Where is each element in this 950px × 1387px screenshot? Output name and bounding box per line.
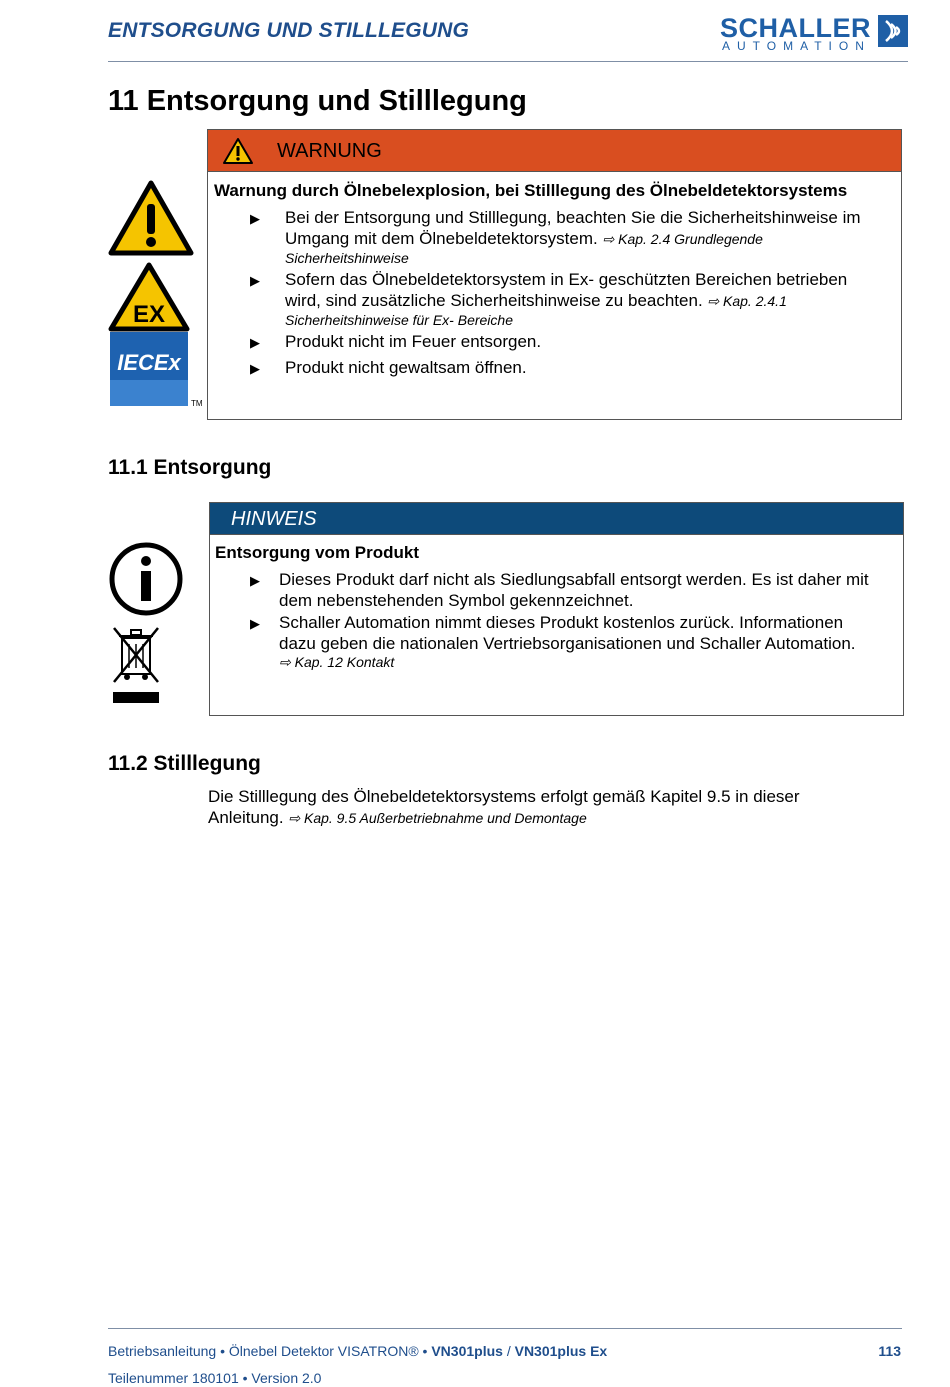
list-item <box>279 569 899 611</box>
header-title: ENTSORGUNG UND STILLLEGUNG <box>108 19 470 42</box>
bullet-icon: ▶ <box>250 273 260 288</box>
list-item-line: dem nebenstehenden Symbol gekennzeichnet. <box>279 591 634 610</box>
list-item-line: Schaller Automation nimmt dieses Produkt kostenlos zurück. Informationen <box>279 613 844 632</box>
schaller-logo <box>720 13 910 53</box>
paragraph <box>208 786 868 829</box>
list-item: Produkt nicht im Feuer entsorgen. <box>285 332 542 351</box>
warning-triangle-icon <box>222 137 254 165</box>
list-item-line: Bei der Entsorgung und Stilllegung, beachten Sie die Sicherheitshinweise im <box>285 208 861 227</box>
section-title-entsorgung: 11.1 Entsorgung <box>108 456 272 479</box>
bullet-icon: ▶ <box>250 573 260 588</box>
list-item-text: wird, sind zusätzliche Sicherheitshinweise zu beachten. <box>285 291 703 310</box>
cross-reference-link[interactable]: ⇨ Kap. 2.4 Grundlegende <box>602 231 763 247</box>
logo-mark-icon <box>878 15 908 47</box>
general-warning-sign-icon <box>108 180 194 256</box>
list-item-text: Umgang mit dem Ölnebeldetektorsystem. <box>285 229 598 248</box>
warning-heading: Warnung durch Ölnebelexplosion, bei Stilllegung des Ölnebeldetektorsystems <box>214 181 848 200</box>
notice-label: HINWEIS <box>231 508 317 530</box>
chapter-title: 11 Entsorgung und Stilllegung <box>108 85 527 117</box>
list-item-line <box>285 228 895 250</box>
cross-reference-link[interactable]: ⇨ Kap. 9.5 Außerbetriebnahme und Demontage <box>288 810 587 826</box>
bullet-icon: ▶ <box>250 361 260 376</box>
warning-header-bar <box>208 130 901 172</box>
trademark-mark: TM <box>191 399 203 408</box>
iecex-sign-text: IECEx <box>117 350 181 375</box>
list-item-line <box>285 290 895 312</box>
list-item: Produkt nicht gewaltsam öffnen. <box>285 358 527 377</box>
warning-label: WARNUNG <box>277 140 382 162</box>
info-icon <box>108 541 184 617</box>
footer-model-ex: VN301plus Ex <box>514 1343 608 1359</box>
iecex-logo-icon <box>110 332 188 406</box>
bullet-icon: ▶ <box>250 335 260 350</box>
warning-box <box>207 129 902 420</box>
logo-sub-text: AUTOMATION <box>722 39 871 53</box>
logo-main-text: SCHALLER <box>720 13 871 43</box>
footer-divider <box>108 1328 902 1329</box>
footer-model: VN301plus <box>431 1343 503 1359</box>
footer-document-info <box>108 1343 607 1359</box>
bullet-icon: ▶ <box>250 616 260 631</box>
cross-reference-link[interactable]: Sicherheitshinweise für Ex- Bereiche <box>285 312 513 328</box>
list-item-line: Dieses Produkt darf nicht als Siedlungsabfall entsorgt werden. Es ist daher mit <box>279 570 869 589</box>
cross-reference-link[interactable]: ⇨ Kap. 12 Kontakt <box>279 654 395 670</box>
notice-box <box>209 502 904 716</box>
footer-part-number: Teilenummer 180101 • Version 2.0 <box>108 1370 322 1386</box>
notice-header-bar <box>210 503 903 535</box>
list-item-line: dazu geben die nationalen Vertriebsorganisationen und Schaller Automation. <box>279 634 856 653</box>
page-number: 113 <box>878 1343 901 1359</box>
list-item-line: Sofern das Ölnebeldetektorsystem in Ex- geschützten Bereichen betrieben <box>285 270 848 289</box>
list-item <box>279 612 899 671</box>
paragraph-line <box>208 807 868 829</box>
bullet-icon: ▶ <box>250 211 260 226</box>
crossed-out-bin-icon <box>111 624 161 704</box>
paragraph-text: Anleitung. <box>208 808 284 827</box>
ex-warning-sign-icon <box>108 262 190 332</box>
footer-doc-name: Betriebsanleitung • Ölnebel Detektor VISATRON® • <box>108 1343 432 1359</box>
list-item <box>285 269 895 329</box>
ex-sign-text: EX <box>132 301 166 328</box>
cross-reference-link[interactable]: ⇨ Kap. 2.4.1 <box>707 293 787 309</box>
footer-separator: / <box>502 1343 515 1359</box>
paragraph-line: Die Stilllegung des Ölnebeldetektorsystems erfolgt gemäß Kapitel 9.5 in dieser <box>208 787 800 806</box>
cross-reference-link[interactable]: Sicherheitshinweise <box>285 250 409 266</box>
header-divider <box>108 61 908 62</box>
list-item <box>285 207 895 267</box>
notice-heading: Entsorgung vom Produkt <box>215 543 419 562</box>
section-title-stilllegung: 11.2 Stilllegung <box>108 752 261 775</box>
